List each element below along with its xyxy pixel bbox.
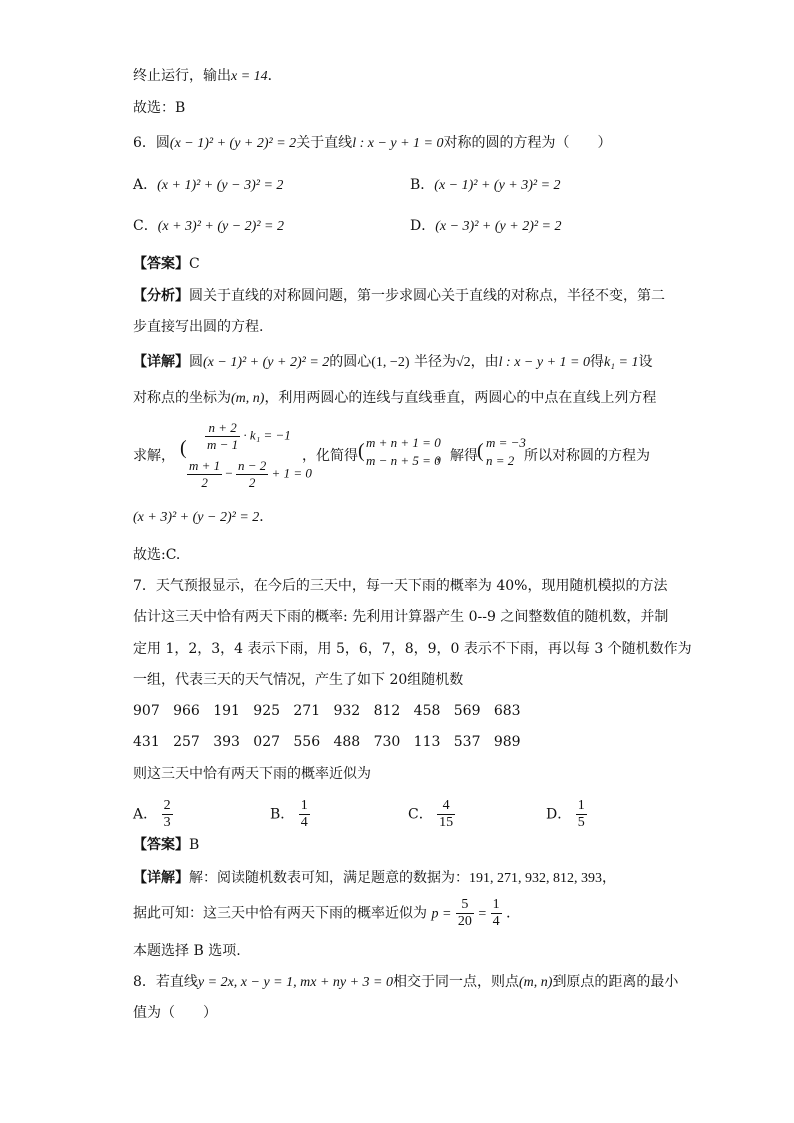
math: (1, −2) — [371, 355, 410, 370]
option-label: A． — [133, 806, 158, 823]
answer-7 — [133, 835, 199, 855]
text: ，化简得 — [302, 448, 358, 464]
list-item: 730 — [373, 734, 401, 750]
denominator: 15 — [439, 815, 454, 830]
answer-tag: 【答案】 — [133, 837, 189, 853]
math: √2 — [455, 355, 471, 370]
text: 圆关于直线的对称圆问题，第一步求圆心关于直线的对称点，半径不变，第二 — [189, 288, 665, 304]
math: l : x − y + 1 = 0 — [498, 355, 590, 370]
list-item: 191 — [213, 703, 240, 719]
text: ． — [506, 905, 521, 922]
detail-6-result — [133, 507, 273, 528]
question-7-prompt — [133, 764, 371, 784]
text: ． — [267, 68, 282, 84]
answer-6 — [133, 254, 200, 274]
numerator: n + 2 — [205, 420, 240, 437]
list-item: 431 — [133, 734, 160, 750]
list-item: 569 — [453, 703, 481, 719]
numerator: 1 — [300, 798, 308, 813]
detail-7-line2 — [133, 897, 520, 930]
math: (x + 1)² + (y − 3)² = 2 — [157, 178, 284, 193]
fraction — [576, 798, 587, 831]
text: 则这三天中恰有两天下雨的概率近似为 — [133, 766, 371, 782]
text: 终止运行，输出 — [133, 68, 231, 84]
math: · k₁ = −1 — [243, 427, 291, 443]
fraction — [299, 798, 310, 831]
math: n = 2 — [486, 453, 515, 468]
list-item: 683 — [493, 703, 521, 719]
numerator: 4 — [437, 798, 455, 815]
text: 关于直线 — [296, 135, 353, 151]
denominator: 4 — [492, 914, 500, 929]
text: 定用 1，2，3，4 表示下雨，用 5，6，7，8，9，0 表示不下雨，再以每 3 个随机数作为 — [133, 641, 692, 657]
equation-system-3 — [486, 435, 526, 469]
question-7-line3 — [133, 639, 692, 659]
fraction — [162, 798, 173, 831]
option-c — [133, 216, 284, 237]
numerator: 2 — [163, 798, 171, 813]
math: (x − 1)² + (y + 3)² = 2 — [434, 178, 561, 193]
math: − — [225, 465, 233, 481]
list-item: 257 — [173, 734, 200, 750]
text-line — [133, 545, 180, 565]
fraction — [437, 798, 455, 831]
math: m = −3 — [486, 435, 526, 450]
text: 一组，代表三天的天气情况，产生了如下 20组随机数 — [133, 672, 464, 688]
answer-tag: 【答案】 — [133, 256, 189, 272]
option-c — [408, 798, 455, 831]
numerator: 1 — [577, 798, 585, 813]
text: 故选：B — [133, 100, 186, 116]
question-7-line4 — [133, 670, 463, 690]
option-a — [133, 175, 283, 196]
detail-7-line1 — [133, 868, 616, 889]
equation-system-1-row2 — [187, 458, 312, 491]
detail-tag: 【详解】 — [133, 354, 189, 370]
text: 8．若直线 — [133, 974, 198, 990]
text: 解：阅读随机数表可知，满足题意的数据为： — [189, 870, 469, 886]
fraction — [491, 897, 502, 930]
text: ． — [259, 509, 274, 525]
text: 值为（ ） — [133, 1005, 217, 1021]
fraction — [205, 420, 240, 453]
brace-icon: ( — [358, 440, 365, 462]
math: (x + 3)² + (y − 2)² = 2 — [133, 510, 260, 525]
random-numbers-row-1 — [133, 701, 521, 721]
text: 估计这三天中恰有两天下雨的概率: 先利用计算器产生 0--9 之间整数值的随机数，并制 — [133, 609, 669, 625]
question-8-line1 — [133, 972, 678, 993]
text: ，由 — [470, 354, 499, 370]
denominator: 2 — [201, 475, 208, 490]
fraction — [236, 458, 268, 491]
math: l : x − y + 1 = 0 — [352, 136, 444, 151]
text-line — [133, 317, 263, 337]
text-line — [133, 941, 241, 961]
brace-icon: ( — [477, 440, 484, 462]
question-6-stem — [133, 133, 612, 154]
list-item: 027 — [253, 734, 281, 750]
text: 故选:C. — [133, 547, 181, 563]
analysis-6 — [133, 286, 665, 306]
math: (x − 3)² + (y + 2)² = 2 — [435, 219, 562, 234]
denominator: 4 — [300, 815, 308, 830]
random-numbers-row-2 — [133, 732, 521, 752]
text: 设 — [638, 354, 653, 370]
text-line — [133, 98, 185, 118]
list-item: 393 — [213, 734, 240, 750]
text: ， — [602, 870, 616, 886]
math: + 1 = 0 — [271, 465, 312, 481]
option-label: C． — [133, 218, 158, 234]
option-label: B． — [410, 177, 435, 193]
denominator: 2 — [248, 475, 256, 490]
question-8-line2 — [133, 1003, 217, 1023]
text: ，利用两圆心的连线与直线垂直，两圆心的中点在直线上列方程 — [264, 390, 657, 406]
answer-value: B — [189, 837, 200, 853]
math: (x + 3)² + (y − 2)² = 2 — [157, 219, 284, 234]
denominator: 3 — [163, 815, 171, 830]
text: 对称点的坐标为 — [133, 390, 231, 406]
option-a — [133, 798, 173, 831]
math: m + n + 1 = 0 — [366, 435, 441, 450]
option-d — [410, 216, 562, 237]
text: 得 — [589, 354, 604, 370]
math: y = 2x, x − y = 1, mx + ny + 3 = 0 — [197, 975, 393, 990]
option-label: D． — [546, 806, 572, 823]
list-item: 966 — [173, 703, 200, 719]
option-b — [270, 798, 310, 831]
list-item: 556 — [293, 734, 321, 750]
text: ，解得 — [436, 448, 478, 464]
fraction — [456, 897, 474, 930]
math: k₁ = 1 — [603, 355, 639, 370]
text: 所以对称圆的方程为 — [524, 448, 650, 464]
equation-system-1-row1 — [205, 420, 291, 453]
math: (x − 1)² + (y + 2)² = 2 — [169, 136, 297, 151]
numerator: n − 2 — [238, 458, 267, 473]
text: 本题选择 B 选项. — [133, 943, 241, 959]
list-item: 458 — [413, 703, 441, 719]
denominator: 5 — [577, 815, 585, 830]
detail-6-line1 — [133, 352, 653, 373]
list-item: 907 — [133, 703, 160, 719]
option-label: D． — [410, 218, 436, 234]
equation-system-2 — [366, 435, 441, 469]
text: 对称的圆的方程为（ ） — [443, 135, 612, 151]
analysis-tag: 【分析】 — [133, 288, 189, 304]
answer-value: C — [189, 256, 200, 272]
list-item: 812 — [373, 703, 401, 719]
option-d — [546, 798, 587, 831]
math: p = — [431, 906, 452, 922]
math: (x − 1)² + (y + 2)² = 2 — [203, 355, 330, 370]
brace-icon: ( — [180, 437, 187, 459]
text: 圆 — [189, 354, 203, 370]
list-item: 925 — [253, 703, 281, 719]
list-item: 113 — [413, 734, 441, 750]
question-7-line1 — [133, 576, 667, 596]
option-label: B． — [270, 806, 295, 823]
option-label: C． — [408, 806, 433, 823]
math: m − n + 5 = 0 — [366, 453, 441, 468]
detail-6-line2 — [133, 388, 656, 409]
text: 相交于同一点，则点 — [393, 974, 519, 990]
denominator: m − 1 — [207, 437, 239, 452]
text: 求解， — [133, 448, 175, 464]
numerator: 1 — [492, 897, 500, 912]
option-label: A． — [133, 177, 158, 193]
math: x = 14 — [231, 69, 268, 84]
list-item: 271 — [293, 703, 321, 719]
math: 191, 271, 932, 812, 393 — [469, 871, 602, 886]
math: = — [478, 906, 487, 922]
math: (m, n) — [519, 975, 553, 990]
option-b — [410, 175, 561, 196]
list-item: 537 — [453, 734, 481, 750]
numerator: m + 1 — [189, 458, 221, 473]
text: 7．天气预报显示，在今后的三天中，每一天下雨的概率为 40%，现用随机模拟的方法 — [133, 578, 668, 594]
text: 半径为 — [409, 354, 456, 370]
list-item: 932 — [333, 703, 361, 719]
text: 的圆心 — [329, 354, 372, 370]
question-7-line2 — [133, 607, 668, 627]
denominator: 20 — [457, 914, 472, 929]
text: 6．圆 — [133, 135, 170, 151]
list-item: 989 — [493, 734, 521, 750]
fraction — [187, 458, 222, 491]
text: 步直接写出圆的方程. — [133, 319, 264, 335]
math: (m, n) — [231, 391, 265, 406]
detail-tag: 【详解】 — [133, 870, 189, 886]
text: 据此可知：这三天中恰有两天下雨的概率近似为 — [133, 905, 427, 922]
text: 到原点的距离的最小 — [552, 974, 679, 990]
list-item: 488 — [333, 734, 361, 750]
text-line — [133, 66, 282, 87]
numerator: 5 — [456, 897, 474, 914]
